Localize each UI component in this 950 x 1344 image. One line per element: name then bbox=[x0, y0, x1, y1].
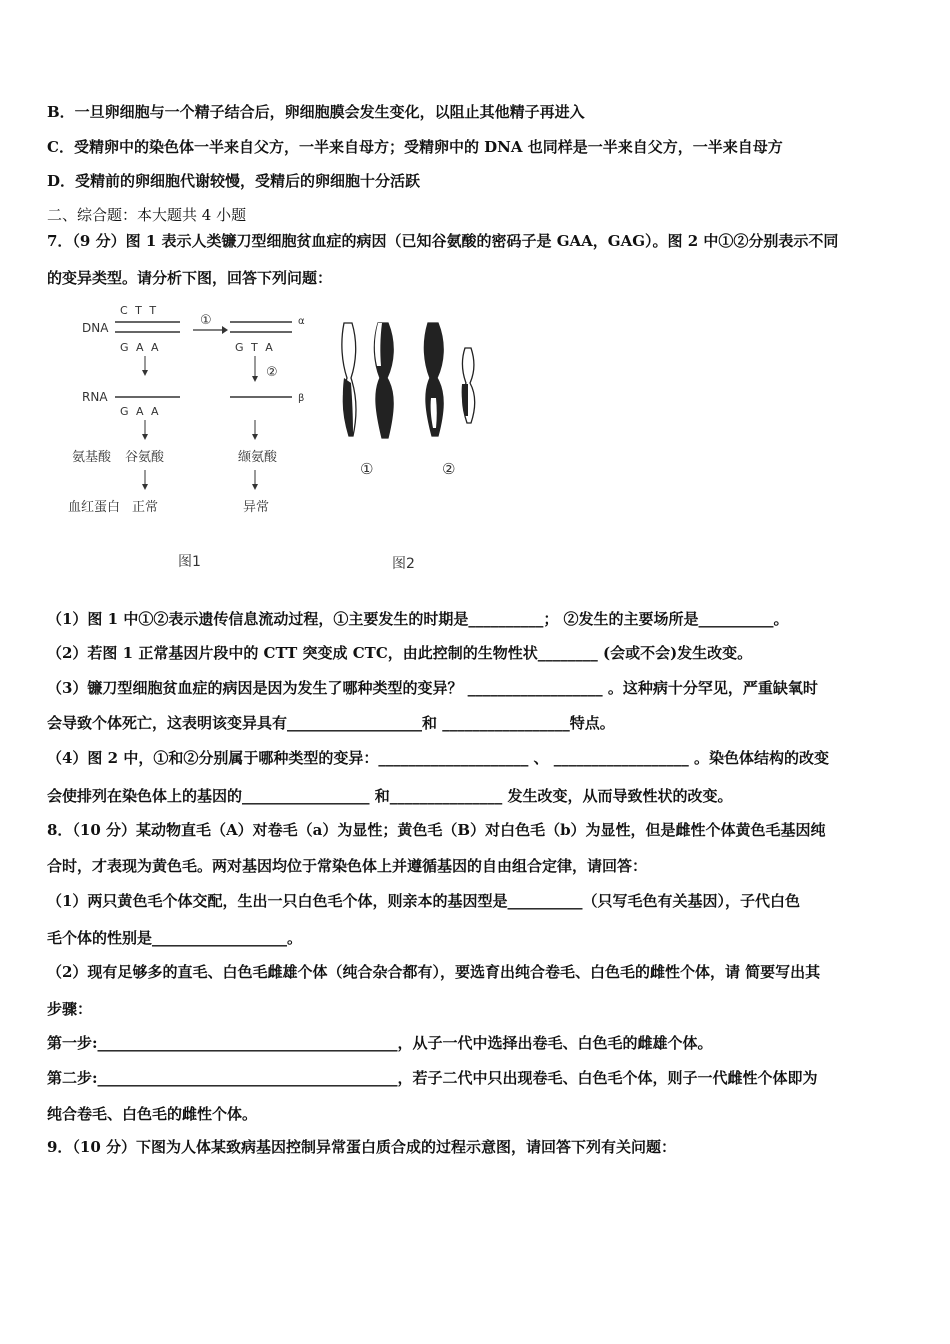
chrom-2-label: ② bbox=[442, 460, 456, 478]
option-d: D．受精前的卵细胞代谢较慢，受精后的卵细胞十分活跃 bbox=[47, 172, 421, 190]
step2-label: ② bbox=[266, 365, 278, 380]
option-c: C．受精卵中的染色体一半来自父方，一半来自母方；受精卵中的 DNA 也同样是一半来自父方，一半来自母方 bbox=[47, 138, 783, 156]
q7-part-1: （1）图 1 中①②表示遗传信息流动过程，①主要发生的时期是__________； ②发生的主要场所是__________。 bbox=[47, 610, 789, 628]
mut-bases: G T A bbox=[235, 341, 275, 354]
arrow-transcription-head bbox=[252, 376, 258, 382]
q7-part-4a: （4）图 2 中，①和②分别属于哪种类型的变异：____________________ 、 __________________ 。染色体结构的改变 bbox=[47, 749, 829, 767]
mut-hb: 异常 bbox=[243, 500, 270, 515]
q9-intro: 9．（10 分）下图为人体某致病基因控制异常蛋白质合成的过程示意图，请回答下列有关问题： bbox=[47, 1138, 677, 1156]
q7-intro-1: 7．（9 分）图 1 表示人类镰刀型细胞贫血症的病因（已知谷氨酸的密码子是 GAA，GAG）。图 2 中①②分别表示不同 bbox=[47, 232, 839, 250]
q7-part-4b: 会使排列在染色体上的基因的_________________ 和_______________ 发生改变，从而导致性状的改变。 bbox=[47, 787, 733, 805]
q7-part-3b: 会导致个体死亡，这表明该变异具有__________________和 _________________特点。 bbox=[47, 714, 615, 732]
rna-bases: G A A bbox=[120, 405, 161, 418]
mutation-arrow-head bbox=[222, 326, 228, 334]
arrow-mut-hb-head bbox=[252, 484, 258, 490]
q7-intro-2: 的变异类型。请分析下图，回答下列问题： bbox=[47, 269, 333, 287]
dna-label: DNA bbox=[82, 321, 109, 335]
fig1-caption: 图1 bbox=[178, 554, 201, 570]
option-b: B．一旦卵细胞与一个精子结合后，卵细胞膜会发生变化，以阻止其他精子再进入 bbox=[47, 103, 585, 121]
q8-step-2b: 纯合卷毛、白色毛的雌性个体。 bbox=[47, 1105, 258, 1123]
step1-label: ① bbox=[200, 313, 212, 328]
q8-step-2a: 第二步:________________________________________，若子二代中只出现卷毛、白色毛个体，则子一代雌性个体即为 bbox=[47, 1069, 818, 1087]
arrow-rna-aa-head bbox=[142, 434, 148, 440]
beta-label: β bbox=[298, 393, 305, 404]
q8-part-2b: 步骤： bbox=[47, 1000, 93, 1018]
top-bases: C T T bbox=[120, 304, 159, 317]
hb-label: 血红蛋白 bbox=[68, 500, 121, 515]
section-title: 二、综合题：本大题共 4 小题 bbox=[47, 206, 247, 224]
q7-figure bbox=[60, 298, 520, 588]
q7-part-2: （2）若图 1 正常基因片段中的 CTT 突变成 CTC，由此控制的生物性状________ (会或不会)发生改变。 bbox=[47, 644, 753, 662]
fig2-caption: 图2 bbox=[392, 556, 415, 572]
rna-label: RNA bbox=[82, 390, 108, 404]
q8-part-2a: （2）现有足够多的直毛、白色毛雌雄个体（纯合杂合都有），要选育出纯合卷毛、白色毛的雌性个体，请 简要写出其 bbox=[47, 963, 821, 981]
q7-part-3a: （3）镰刀型细胞贫血症的病因是因为发生了哪种类型的变异？ __________________ 。这种病十分罕见，严重缺氧时 bbox=[47, 679, 818, 697]
arrow-aa-hb-head bbox=[142, 484, 148, 490]
normal-aa: 谷氨酸 bbox=[125, 450, 165, 465]
q8-step-1: 第一步:________________________________________，从子一代中选择出卷毛、白色毛的雌雄个体。 bbox=[47, 1034, 713, 1052]
q8-intro-2: 合时，才表现为黄色毛。两对基因均位于常染色体上并遵循基因的自由组合定律，请回答： bbox=[47, 857, 648, 875]
q8-intro-1: 8．（10 分）某动物直毛（A）对卷毛（a）为显性；黄色毛（B）对白色毛（b）为显性，但是雌性个体黄色毛基因纯 bbox=[47, 821, 826, 839]
chrom-1-label: ① bbox=[360, 460, 374, 478]
chromosome-small-band bbox=[462, 384, 468, 416]
chromosome-pair-2 bbox=[424, 323, 474, 436]
amino-label: 氨基酸 bbox=[72, 450, 112, 465]
arrow-dna-rna-head bbox=[142, 370, 148, 376]
q8-part-1a: （1）两只黄色毛个体交配，生出一只白色毛个体，则亲本的基因型是__________（只写毛色有关基因），子代白色 bbox=[47, 892, 800, 910]
normal-hb: 正常 bbox=[132, 500, 159, 515]
q8-part-1b: 毛个体的性别是__________________。 bbox=[47, 929, 303, 947]
bottom-bases: G A A bbox=[120, 341, 161, 354]
arrow-mut-aa-head bbox=[252, 434, 258, 440]
alpha-label: α bbox=[298, 316, 305, 327]
mut-aa: 缬氨酸 bbox=[238, 450, 278, 465]
chromosome-pair-1 bbox=[342, 323, 393, 438]
